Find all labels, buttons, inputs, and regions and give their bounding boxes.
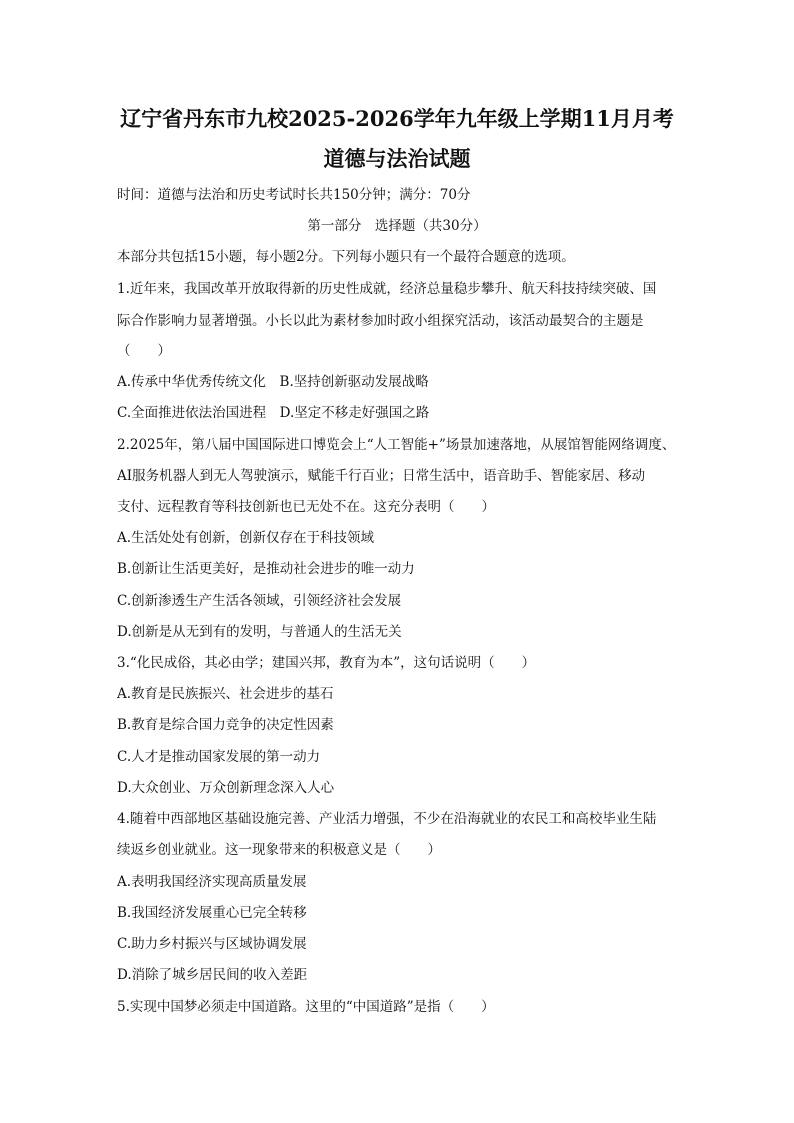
question-2-option-a: A.生活处处有创新，创新仅存在于科技领域 <box>117 530 375 546</box>
question-1-stem-line-1: 1.近年来，我国改革开放取得新的历史性成就，经济总量稳步攀升、航天科技持续突破、国 <box>117 281 657 297</box>
question-4-option-d: D.消除了城乡居民间的收入差距 <box>117 967 308 983</box>
question-1-option-cd: C.全面推进依法治国进程 D.坚定不移走好强国之路 <box>117 405 430 421</box>
exam-info: 时间：道德与法治和历史考试时长共150分钟；满分：70分 <box>117 187 471 203</box>
question-3-option-d: D.大众创业、万众创新理念深入人心 <box>117 780 335 796</box>
question-2-option-c: C.创新渗透生产生活各领域，引领经济社会发展 <box>117 593 402 609</box>
question-1-stem-line-3: （ ） <box>117 343 171 359</box>
question-4-stem-line-1: 4.随着中西部地区基础设施完善、产业活力增强，不少在沿海就业的农民工和高校毕业生陆 <box>117 811 657 827</box>
question-3-stem-line-1: 3.“化民成俗，其必由学；建国兴邦，教育为本”，这句话说明（ ） <box>117 655 536 671</box>
question-2-option-d: D.创新是从无到有的发明，与普通人的生活无关 <box>117 624 402 640</box>
question-4-option-a: A.表明我国经济实现高质量发展 <box>117 874 307 890</box>
question-2-stem-line-3: 支付、远程教育等科技创新也已无处不在。这充分表明（ ） <box>117 499 495 515</box>
question-3-option-c: C.人才是推动国家发展的第一动力 <box>117 749 321 765</box>
question-5-stem-line-1: 5.实现中国梦必须走中国道路。这里的“中国道路”是指（ ） <box>117 999 495 1015</box>
question-3-option-a: A.教育是民族振兴、社会进步的基石 <box>117 686 334 702</box>
section-heading: 第一部分 选择题（共30分） <box>307 218 487 234</box>
question-1-stem-line-2: 际合作影响力显著增强。小长以此为素材参加时政小组探究活动，该活动最契合的主题是 <box>117 313 644 329</box>
question-2-stem-line-1: 2.2025年，第八届中国国际进口博览会上“人工智能+”场景加速落地，从展馆智能网络调度、 <box>117 437 676 453</box>
exam-title-line-2: 道德与法治试题 <box>323 146 471 171</box>
question-2-option-b: B.创新让生活更美好，是推动社会进步的唯一动力 <box>117 561 415 577</box>
section-instruction: 本部分共包括15小题，每小题2分。下列每小题只有一个最符合题意的选项。 <box>117 249 575 265</box>
question-4-option-b: B.我国经济发展重心已完全转移 <box>117 905 307 921</box>
question-1-option-ab: A.传承中华优秀传统文化 B.坚持创新驱动发展战略 <box>117 374 429 390</box>
question-2-stem-line-2: AI服务机器人到无人驾驶演示，赋能千行百业；日常生活中，语音助手、智能家居、移动 <box>117 468 646 484</box>
exam-title-line-1: 辽宁省丹东市九校2025-2026学年九年级上学期11月月考 <box>120 106 674 131</box>
question-3-option-b: B.教育是综合国力竞争的决定性因素 <box>117 717 334 733</box>
question-4-stem-line-2: 续返乡创业就业。这一现象带来的积极意义是（ ） <box>117 842 441 858</box>
question-4-option-c: C.助力乡村振兴与区域协调发展 <box>117 936 307 952</box>
